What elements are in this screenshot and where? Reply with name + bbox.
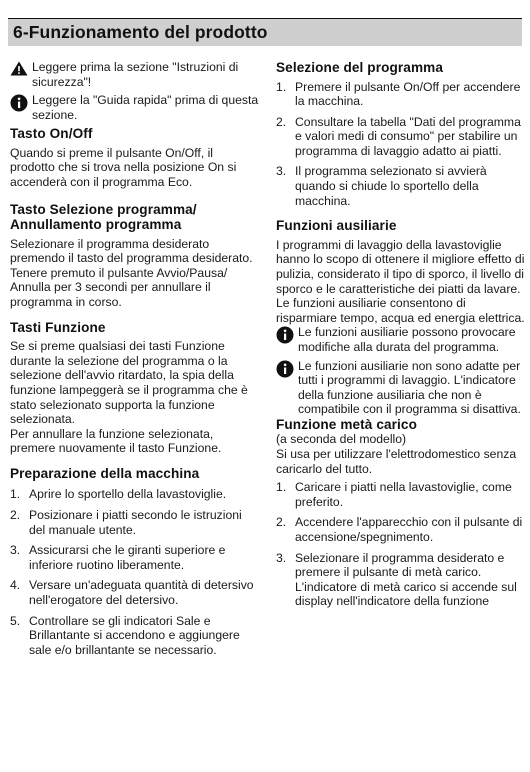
list-item: 4. Versare un'adeguata quantità di detersivo nell'erogatore del detersivo.	[10, 578, 254, 607]
list-item: 3. Assicurarsi che le giranti superiore e inferiore ruotino liberamente.	[10, 543, 226, 572]
onoff-heading: Tasto On/Off	[10, 126, 93, 142]
onoff-text: Quando si preme il pulsante On/Off, il prodotto che si trova nella posizione On si accenderà con il programma Eco.	[10, 145, 237, 190]
auxiliary-functions-heading: Funzioni ausiliarie	[276, 218, 397, 234]
list-item: 2. Accendere l'apparecchio con il pulsante di accensione/spegnimento.	[276, 515, 523, 544]
list-item: 1. Caricare i piatti nella lavastoviglie, come preferito.	[276, 480, 512, 509]
safety-warning-note	[10, 60, 260, 89]
title-bar	[8, 18, 522, 46]
auxiliary-note-1: Le funzioni ausiliarie possono provocare modifiche alla durata del programma.	[276, 325, 526, 354]
warning-text: Leggere prima la sezione "Istruzioni di sicurezza"!	[32, 60, 239, 89]
program-select-text-2: Tenere premuto il pulsante Avvio/Pausa/ Annulla per 3 secondi per annullare il programma in corso.	[10, 265, 228, 310]
info-icon	[276, 360, 294, 382]
warning-icon	[10, 61, 28, 80]
list-item: 1. Premere il pulsante On/Off per accendere la macchina.	[276, 79, 521, 109]
list-item: 2. Consultare la tabella "Dati del programma e valori medi di consumo" per stabilire un programma di lavaggio adatto ai piatti.	[276, 114, 521, 158]
right-column	[276, 60, 526, 615]
half-load-sub: (a seconda del modello)	[276, 432, 407, 447]
function-keys-text-2: Per annullare la funzione selezionata, premere nuovamente il tasto Funzione.	[10, 426, 222, 456]
preparation-list	[10, 487, 260, 657]
program-select-heading: Tasto Selezione programma/ Annullamento programma	[10, 201, 197, 233]
list-item: 3. Selezionare il programma desiderato e premere il pulsante di metà carico. L'indicatore di metà carico si accende sul display nell'indicatore della funzione	[276, 550, 517, 609]
function-keys-heading: Tasti Funzione	[10, 319, 106, 335]
function-keys-text-1: Se si preme qualsiasi dei tasti Funzione durante la selezione del programma o la selezione dell'avvio ritardato, la spia della funzione lampeggerà se il programma che è stato selezionato supporta la funzione selezionata.	[10, 339, 248, 427]
list-item: 3. Il programma selezionato si avvierà quando si chiude lo sportello della macchina.	[276, 164, 487, 208]
list-item: 1. Aprire lo sportello della lavastoviglie.	[10, 487, 227, 502]
half-load-list	[276, 480, 526, 609]
guide-info-note	[10, 93, 260, 122]
info-icon	[276, 326, 294, 348]
auxiliary-note-2: Le funzioni ausiliarie non sono adatte per tutti i programmi di lavaggio. L'indicatore della funzione ausiliaria che non è compatibile con il programma si disattiva.	[276, 359, 526, 417]
info-text: Leggere la "Guida rapida" prima di questa sezione.	[32, 93, 259, 122]
auxiliary-text-2: Le funzioni ausiliarie consentono di risparmiare tempo, acqua ed energia elettrica.	[276, 296, 525, 325]
auxiliary-text-1: I programmi di lavaggio della lavastoviglie hanno lo scopo di ottenere il migliore effetto di pulizia, considerato il tipo di sporco, il livello di sporco e le caratteristiche dei piatti da lavare.	[276, 237, 525, 296]
half-load-heading: Funzione metà carico	[276, 416, 417, 432]
list-item: 5. Controllare se gli indicatori Sale e Brillantante si accendono e aggiungere sale e/o brillantante se necessario.	[10, 613, 240, 657]
list-item: 2. Posizionare i piatti secondo le istruzioni del manuale utente.	[10, 507, 242, 537]
half-load-text: Si usa per utilizzare l'elettrodomestico senza caricarlo del tutto.	[276, 446, 517, 476]
program-selection-list	[276, 80, 526, 209]
left-column	[10, 60, 260, 663]
program-select-text-1: Selezionare il programma desiderato premendo il tasto del programma desiderato.	[10, 236, 253, 266]
program-selection-heading: Selezione del programma	[276, 60, 443, 75]
preparation-heading: Preparazione della macchina	[10, 465, 200, 481]
page-title: 6-Funzionamento del prodotto	[13, 22, 268, 42]
info-icon	[10, 94, 28, 116]
